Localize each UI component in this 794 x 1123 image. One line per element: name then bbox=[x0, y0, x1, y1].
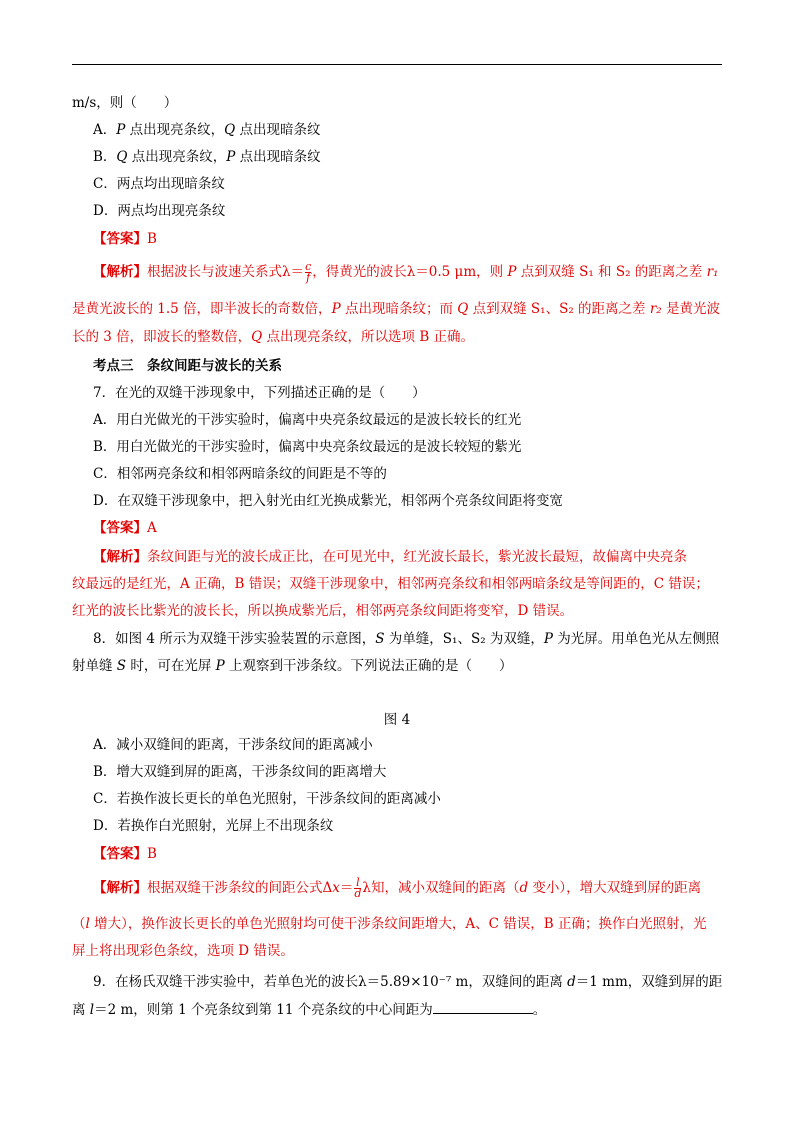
q8-option-a[interactable]: A．减小双缝间的距离，干涉条纹间的距离减小 bbox=[93, 737, 373, 753]
q9-stem-line1: 9．在杨氏双缝干涉实验中，若单色光的波长λ＝5.89×10⁻⁷ m，双缝间的距离 d＝1 mm，双缝到屏的距 bbox=[93, 974, 723, 990]
q8-option-d[interactable]: D．若换作白光照射，光屏上不出现条纹 bbox=[93, 818, 334, 834]
q6-answer: 【答案】B bbox=[93, 231, 157, 247]
q6-analysis-line1: 【解析】根据波长与波速关系式λ＝ $\frac{c}{f}$ ，得黄光的波长λ＝0.5 μm，则 P 点到双缝 S₁ 和 S₂ 的距离之差 r₁ bbox=[93, 260, 719, 284]
q6-option-d[interactable]: D．两点均出现亮条纹 bbox=[93, 203, 226, 219]
wavelength-fraction: $\frac{c}{f}$ bbox=[305, 260, 312, 284]
q8-option-c[interactable]: C．若换作波长更长的单色光照射，干涉条纹间的距离减小 bbox=[93, 791, 441, 807]
q8-answer: 【答案】B bbox=[93, 846, 157, 862]
header-rule bbox=[72, 64, 722, 65]
q6-option-c[interactable]: C．两点均出现暗条纹 bbox=[93, 176, 225, 192]
section-heading: 考点三 条纹间距与波长的关系 bbox=[93, 358, 282, 374]
q8-analysis-line3: 屏上将出现彩色条纹，选项 D 错误。 bbox=[72, 943, 294, 959]
q6-stem-tail: m/s，则（ ） bbox=[72, 95, 178, 111]
q7-option-a[interactable]: A．用白光做光的干涉实验时，偏离中央亮条纹最远的是波长较长的红光 bbox=[93, 412, 522, 428]
q6-analysis-line2: 是黄光波长的 1.5 倍，即半波长的奇数倍，P 点出现暗条纹；而 Q 点到双缝 S₁、S₂ 的距离之差 r₂ 是黄光波 bbox=[72, 301, 720, 317]
spacing-fraction: $\frac{l}{d}$ bbox=[354, 876, 362, 900]
answer-blank[interactable] bbox=[433, 999, 533, 1014]
q8-analysis-line2: （l 增大），换作波长更长的单色光照射均可使干涉条纹间距增大，A、C 错误，B 正确；换作白光照射，光 bbox=[72, 916, 707, 932]
q8-stem-line1: 8．如图 4 所示为双缝干涉实验装置的示意图，S 为单缝，S₁、S₂ 为双缝，P 为光屏。用单色光从左侧照 bbox=[93, 631, 720, 647]
q8-stem-line2: 射单缝 S 时，可在光屏 P 上观察到干涉条纹。下列说法正确的是（ ） bbox=[72, 658, 513, 674]
q7-analysis-line1: 【解析】条纹间距与光的波长成正比，在可见光中，红光波长最长，紫光波长最短，故偏离中央亮条 bbox=[93, 549, 687, 565]
q7-answer: 【答案】A bbox=[93, 520, 157, 536]
q8-analysis-line1: 【解析】根据双缝干涉条纹的间距公式Δx＝ $\frac{l}{d}$ λ知，减小双缝间的距离（d 变小），增大双缝到屏的距离 bbox=[93, 876, 702, 900]
q7-analysis-line2: 纹最远的是红光，A 正确，B 错误；双缝干涉现象中，相邻两亮条纹和相邻两暗条纹是等间距的，C 错误； bbox=[72, 576, 709, 592]
q7-stem: 7．在光的双缝干涉现象中，下列描述正确的是（ ） bbox=[93, 385, 426, 401]
q7-option-c[interactable]: C．相邻两亮条纹和相邻两暗条纹的间距是不等的 bbox=[93, 466, 387, 482]
q6-option-a[interactable]: A．P 点出现亮条纹，Q 点出现暗条纹 bbox=[93, 122, 321, 138]
q6-option-b[interactable]: B．Q 点出现亮条纹，P 点出现暗条纹 bbox=[93, 149, 321, 165]
q6-analysis-line3: 长的 3 倍，即波长的整数倍，Q 点出现亮条纹，所以选项 B 正确。 bbox=[72, 329, 475, 345]
figure-caption: 图 4 bbox=[383, 712, 411, 728]
q7-option-d[interactable]: D．在双缝干涉现象中，把入射光由红光换成紫光，相邻两个亮条纹间距将变宽 bbox=[93, 493, 563, 509]
q9-stem-line2: 离 l＝2 m，则第 1 个亮条纹到第 11 个亮条纹的中心间距为 。 bbox=[72, 999, 546, 1020]
q8-option-b[interactable]: B．增大双缝到屏的距离，干涉条纹间的距离增大 bbox=[93, 764, 387, 780]
q7-analysis-line3: 红光的波长比紫光的波长长，所以换成紫光后，相邻两亮条纹间距将变窄，D 错误。 bbox=[72, 603, 574, 619]
q7-option-b[interactable]: B．用白光做光的干涉实验时，偏离中央亮条纹最远的是波长较短的紫光 bbox=[93, 439, 522, 455]
